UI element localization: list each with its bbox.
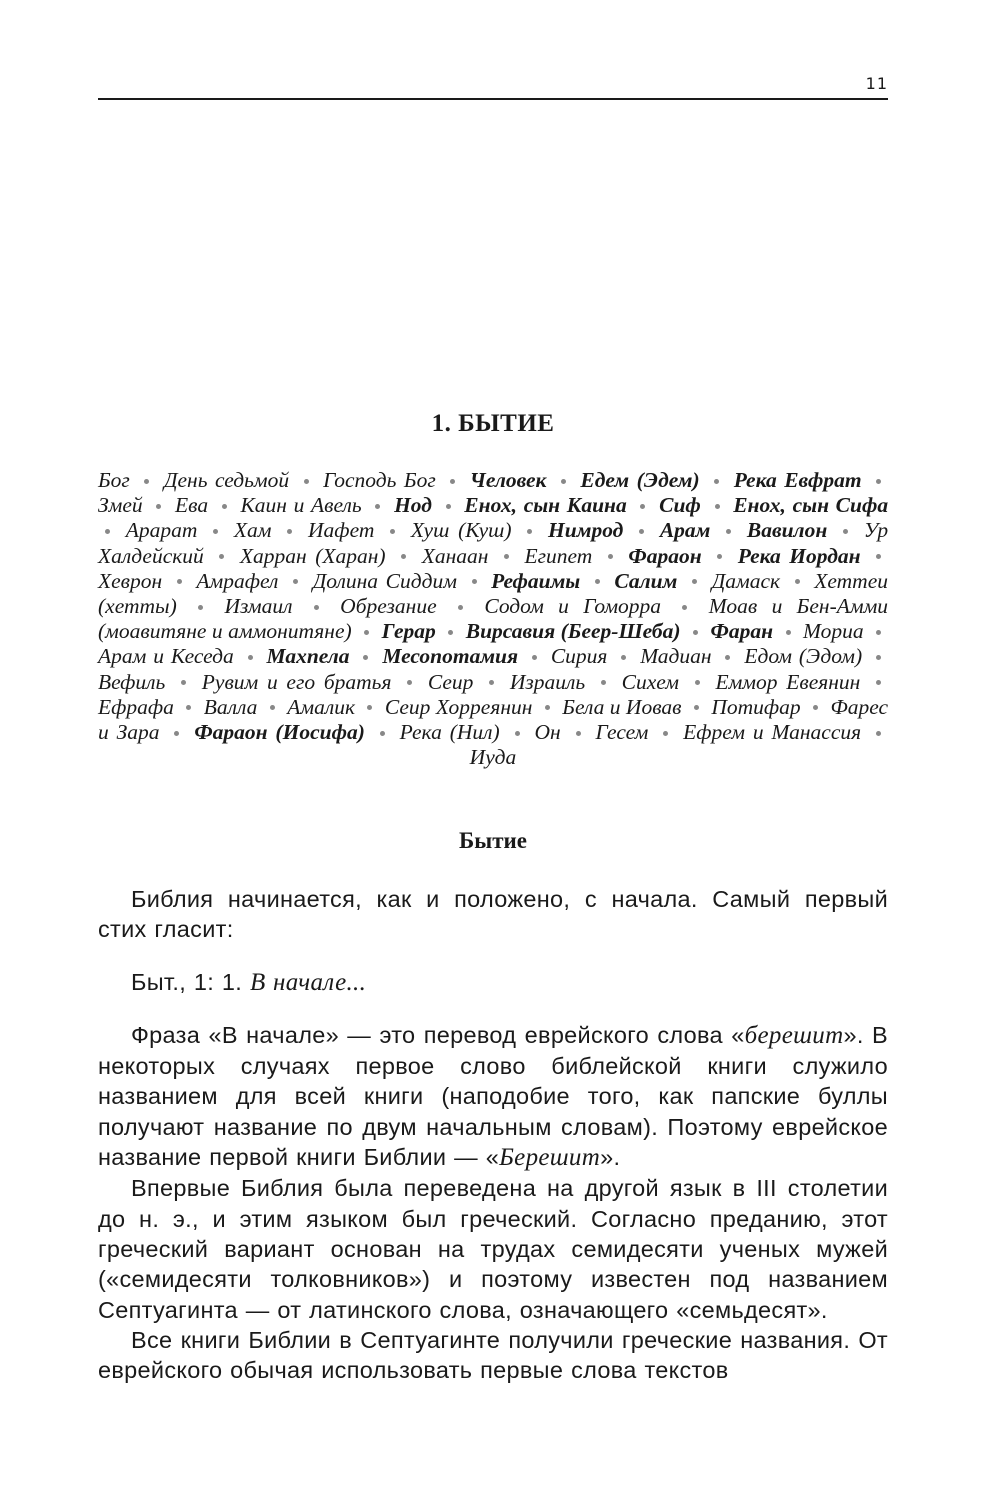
topic-item: Мадиан — [640, 644, 712, 669]
bullet-separator-icon — [144, 479, 149, 484]
bullet-separator-icon — [450, 479, 455, 484]
bullet-separator-icon — [446, 504, 451, 509]
topic-item: Река (Нил) — [399, 720, 500, 745]
topic-item: Месопотамия — [382, 644, 519, 669]
bullet-separator-icon — [105, 529, 110, 534]
bullet-separator-icon — [367, 705, 372, 710]
bullet-separator-icon — [363, 655, 368, 660]
paragraph-text: ». В некоторых случаях первое слово библейской книги служило названием для всей книги (наподобие того, как папские буллы получают название по двум начальным словам). Поэтому еврейское название первой книги Библии — « — [98, 1021, 888, 1171]
topic-item: День седьмой — [163, 468, 290, 492]
topic-item: Едом (Эдом) — [744, 644, 863, 669]
topic-item: Вефиль — [98, 669, 166, 694]
bullet-separator-icon — [786, 630, 791, 635]
topic-item: Хам — [233, 518, 272, 543]
bullet-separator-icon — [527, 529, 532, 534]
topic-item: Енох, сын Сифа — [733, 493, 889, 518]
bullet-separator-icon — [715, 504, 720, 509]
paragraph-text: Фраза «В начале» — это перевод еврейского слова « — [131, 1021, 745, 1048]
topic-item: Арам и Кеседа — [98, 644, 234, 669]
bullet-separator-icon — [608, 554, 613, 559]
bullet-separator-icon — [407, 680, 412, 685]
topic-item: Харран (Харан) — [239, 543, 386, 568]
quote-line — [98, 967, 888, 998]
topic-item: Сирия — [550, 644, 608, 669]
topic-item: Израиль — [509, 669, 586, 694]
bullet-separator-icon — [561, 479, 566, 484]
bullet-separator-icon — [248, 655, 253, 660]
bullet-separator-icon — [726, 529, 731, 534]
quote-reference: Быт., 1: 1. — [131, 968, 243, 995]
bullet-separator-icon — [375, 504, 380, 509]
bullet-separator-icon — [380, 731, 385, 736]
topic-item: Рувим и его братья — [201, 669, 392, 694]
topic-list — [98, 468, 888, 770]
bullet-separator-icon — [156, 504, 161, 509]
topic-item: Арарат — [125, 518, 198, 543]
topic-item: Ханаан — [421, 543, 489, 568]
topic-item: Обрезание — [340, 594, 437, 619]
topic-item: Долина Сиддим — [312, 568, 457, 593]
bullet-separator-icon — [504, 554, 509, 559]
header-rule — [98, 98, 888, 100]
topic-item: Река Евфрат — [733, 468, 862, 492]
bullet-separator-icon — [364, 630, 369, 635]
bullet-separator-icon — [876, 680, 881, 685]
topic-item: Сиф — [659, 493, 701, 518]
topic-item: Потифар — [711, 694, 801, 719]
emphasis: берешит — [744, 1021, 844, 1049]
bullet-separator-icon — [695, 680, 700, 685]
paragraph-text: ». — [600, 1144, 621, 1171]
bullet-separator-icon — [174, 731, 179, 736]
topic-item: Содом и Гоморра — [484, 594, 662, 619]
topic-item: Ур Халдейский — [98, 518, 889, 568]
topic-item: Сеир — [427, 669, 474, 694]
bullet-separator-icon — [682, 605, 687, 610]
topic-item: Хеврон — [98, 568, 163, 593]
topic-item: Бела и Иовав — [562, 694, 682, 719]
paragraph: Все книги Библии в Септуагинте получили греческие названия. От еврейского обычая использовать первые слова текстов — [98, 1326, 888, 1384]
topic-item: Амалик — [287, 694, 356, 719]
body-text — [98, 884, 888, 1385]
bullet-separator-icon — [532, 655, 537, 660]
topic-item: Фараон — [628, 543, 702, 568]
topic-item: Моав и Бен-Амми (моавитяне и аммонитяне) — [98, 594, 889, 644]
topic-item: Нимрод — [548, 518, 624, 543]
topic-item: Махпела — [266, 644, 350, 669]
bullet-separator-icon — [876, 630, 881, 635]
topic-item: Каин и Авель — [240, 493, 362, 518]
bullet-separator-icon — [515, 731, 520, 736]
topic-item: Енох, сын Каина — [464, 493, 627, 518]
topic-item: Дамаск — [711, 568, 781, 593]
bullet-separator-icon — [213, 529, 218, 534]
bullet-separator-icon — [576, 731, 581, 736]
bullet-separator-icon — [725, 655, 730, 660]
topic-item: Хеттеи (хетты) — [98, 568, 888, 619]
bullet-separator-icon — [843, 529, 848, 534]
page-number: 11 — [865, 74, 888, 93]
bullet-separator-icon — [472, 579, 477, 584]
bullet-separator-icon — [640, 504, 645, 509]
topic-item: Господь Бог — [323, 468, 436, 492]
bullet-separator-icon — [693, 630, 698, 635]
bullet-separator-icon — [692, 579, 697, 584]
bullet-separator-icon — [448, 630, 453, 635]
topic-item: Гесем — [595, 720, 649, 745]
topic-item: Ефрем и Манассия — [683, 720, 862, 745]
topic-item: Вирсавия (Беер-Шеба) — [465, 619, 681, 644]
topic-item: Сихем — [621, 669, 679, 694]
topic-item: Амрафел — [196, 568, 279, 593]
bullet-separator-icon — [813, 705, 818, 710]
topic-item: Фаран — [710, 619, 774, 644]
bullet-separator-icon — [401, 554, 406, 559]
topic-item: Валла — [203, 694, 258, 719]
chapter-title: 1. БЫТИЕ — [431, 410, 555, 437]
bullet-separator-icon — [714, 479, 719, 484]
bullet-separator-icon — [181, 680, 186, 685]
bullet-separator-icon — [717, 554, 722, 559]
bullet-separator-icon — [293, 579, 298, 584]
bullet-separator-icon — [621, 655, 626, 660]
bullet-separator-icon — [595, 579, 600, 584]
topic-item: Арам — [659, 518, 711, 543]
topic-item: Река Иордан — [737, 543, 861, 568]
bullet-separator-icon — [219, 554, 224, 559]
topic-item: Фараон (Иосифа) — [194, 720, 365, 745]
section-title: Бытие — [459, 828, 527, 853]
bullet-separator-icon — [601, 680, 606, 685]
topic-item: Герар — [381, 619, 436, 644]
topic-item: Измаил — [224, 594, 293, 619]
bullet-separator-icon — [876, 655, 881, 660]
bullet-separator-icon — [663, 731, 668, 736]
paragraph — [98, 1020, 888, 1173]
topic-item: Хуш (Куш) — [410, 518, 512, 543]
emphasis: Берешит — [499, 1144, 601, 1172]
bullet-separator-icon — [639, 529, 644, 534]
topic-item: Сеир Хорреянин — [384, 694, 533, 719]
topic-item: Мориа — [802, 619, 864, 644]
paragraph: Библия начинается, как и положено, с начала. Самый первый стих гласит: — [98, 886, 888, 943]
paragraph: Впервые Библия была переведена на другой язык в III столетии до н. э., и этим языком был греческий. Согласно преданию, этот греческий вариант основан на трудах семидесяти ученых мужей («семидесяти толковников») и поэтому известен под названием Септуагинта — от латинского слова, означающего «семьдесят». — [98, 1175, 888, 1323]
topic-item: Едем (Эдем) — [580, 468, 700, 492]
topic-item: Фарес и Зара — [98, 694, 889, 745]
topic-item: Змей — [98, 493, 143, 518]
topic-item: Вавилон — [746, 518, 828, 543]
bullet-separator-icon — [876, 479, 881, 484]
topic-item: Еммор Евеянин — [715, 669, 861, 694]
bullet-separator-icon — [545, 705, 550, 710]
topic-item: Иуда — [469, 745, 517, 770]
bullet-separator-icon — [795, 579, 800, 584]
bullet-separator-icon — [390, 529, 395, 534]
bullet-separator-icon — [876, 554, 881, 559]
topic-item: Египет — [524, 543, 593, 568]
topic-item: Он — [534, 720, 561, 745]
bullet-separator-icon — [177, 579, 182, 584]
bullet-separator-icon — [458, 605, 463, 610]
topic-item: Ева — [175, 493, 209, 518]
topic-item: Человек — [469, 468, 547, 492]
topic-item: Салим — [614, 568, 678, 593]
bullet-separator-icon — [694, 705, 699, 710]
topic-item: Нод — [394, 493, 432, 518]
bullet-separator-icon — [876, 731, 881, 736]
bullet-separator-icon — [287, 529, 292, 534]
topic-item: Рефаимы — [491, 568, 581, 593]
quote-text: В начале... — [249, 968, 367, 996]
bullet-separator-icon — [222, 504, 227, 509]
bullet-separator-icon — [489, 680, 494, 685]
topic-item: Иафет — [308, 518, 375, 543]
bullet-separator-icon — [198, 605, 203, 610]
bullet-separator-icon — [304, 479, 309, 484]
bullet-separator-icon — [186, 705, 191, 710]
topic-item: Бог — [98, 468, 130, 492]
bullet-separator-icon — [314, 605, 319, 610]
bullet-separator-icon — [270, 705, 275, 710]
topic-item: Ефрафа — [98, 694, 174, 719]
